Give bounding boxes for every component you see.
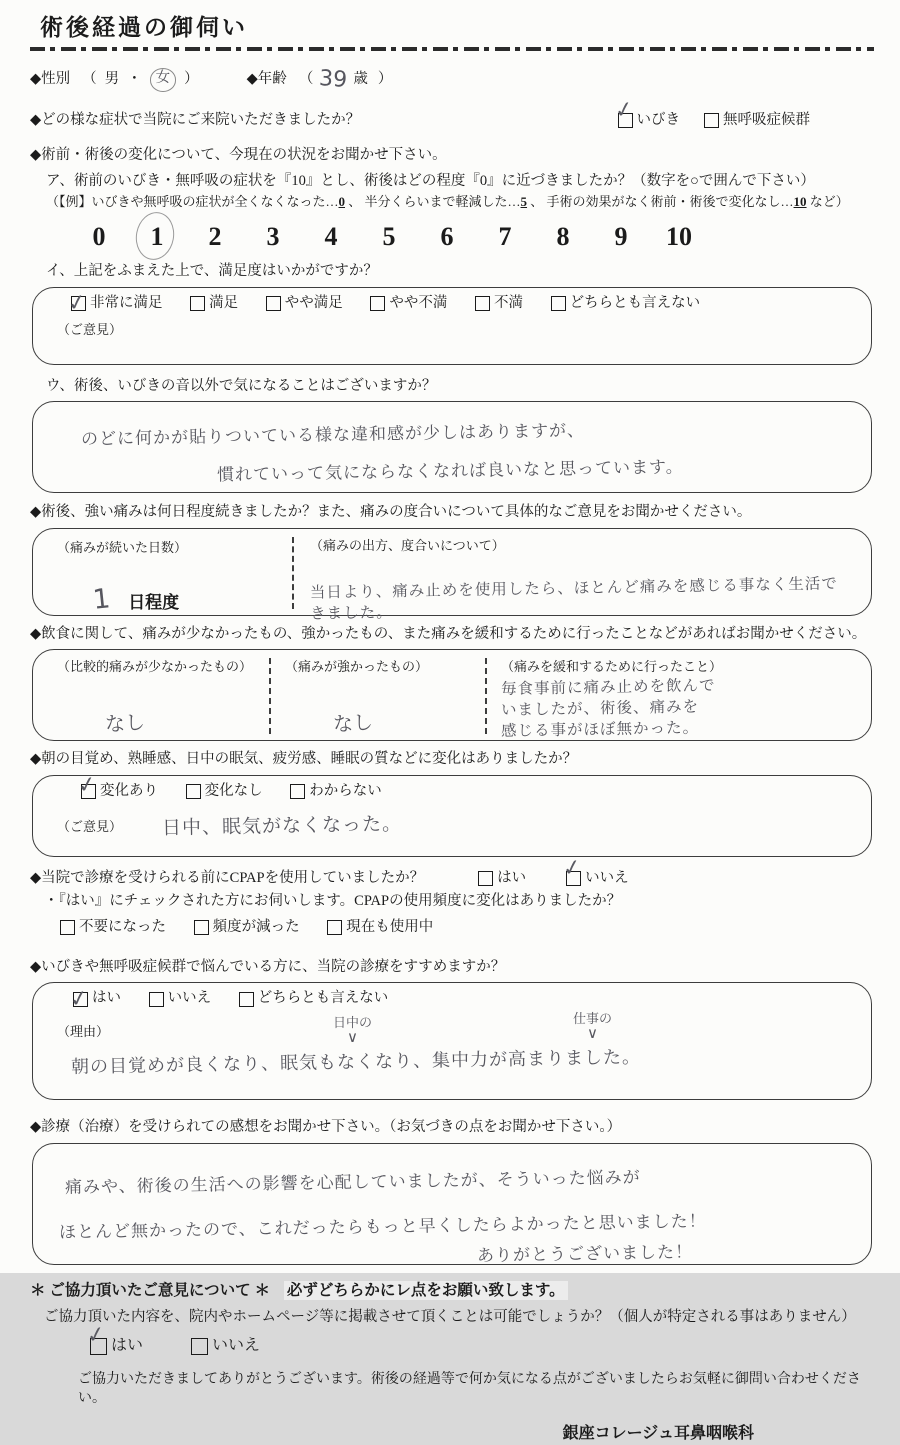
profile-row	[30, 65, 874, 95]
insertion-text: 日中の	[333, 1016, 373, 1032]
checkbox-label: はい	[92, 990, 121, 1007]
checkbox-label: いいえ	[585, 869, 629, 886]
pain-heading: ◆術後、強い痛みは何日程度続きましたか？また、痛みの度合いについて具体的なご意見をお聞かせください。	[30, 504, 752, 521]
cpap-question: ◆当院で診療を受けられる前にCPAPを使用していましたか？	[30, 869, 425, 886]
checkbox-label: 不満	[494, 294, 523, 311]
pain-box	[32, 528, 872, 623]
score-1-label: 1	[150, 221, 164, 251]
checkbox-square	[612, 96, 635, 128]
checkbox-label: どちらとも言えない	[257, 990, 389, 1007]
cpap-row	[30, 854, 874, 889]
sleep-comment-handwritten: 日中、眠気がなくなった。	[161, 812, 403, 839]
symptom-question: ◆どの様な症状で当院にご来院いただきましたか？	[30, 111, 361, 128]
pain-days-label: （痛みが続いた日数）	[57, 539, 188, 555]
impressions-question: ◆診療（治療）を受けられての感想をお聞かせ下さい。（お気づきの点をお聞かせ下さい。）	[30, 1119, 622, 1136]
pain-days-value-handwritten: 1	[91, 583, 112, 617]
change-sub-a: ア、術前のいびき・無呼吸の症状を『10』とし、術後はどの程度『0』に近づきましたか？（数字を○で囲んで下さい）	[46, 172, 815, 189]
pain-detail-label: （痛みの出方、度合いについて）	[310, 537, 505, 553]
checkbox-square	[186, 784, 201, 799]
checkmark-icon: ✓	[84, 1321, 108, 1350]
insertion-text: 仕事の	[573, 1012, 613, 1028]
checkbox-fuyou[interactable]	[60, 918, 166, 938]
checkmark-icon: ✓	[67, 985, 91, 1014]
impressions-thanks-handwritten: ありがとうございました！	[476, 1242, 694, 1267]
sleep-comment-label: （ご意見）	[57, 818, 123, 834]
checkbox-mukokyuu[interactable]	[704, 111, 810, 131]
checkbox-square	[478, 871, 493, 886]
eating-more-pain-label: （痛みが強かったもの）	[285, 659, 429, 675]
checkmark-icon: ✓	[65, 289, 89, 318]
gender-label: ◆性別	[30, 71, 71, 88]
checkbox-label: はい	[111, 1337, 144, 1355]
age-value-handwritten: 39	[318, 66, 349, 93]
checkbox-wakaranai[interactable]	[290, 782, 382, 802]
gender-option-female-circled: 女	[150, 68, 177, 92]
score-scale	[70, 219, 874, 254]
score-2[interactable]: 2	[208, 221, 222, 251]
checkmark-icon: ✓	[612, 96, 635, 125]
checkbox-label: わからない	[309, 782, 382, 799]
checkbox-square	[327, 920, 342, 935]
checkbox-square	[704, 113, 719, 128]
page-title: 術後経過の御伺い	[40, 15, 248, 40]
eating-less-pain-label: （比較的痛みが少なかったもの）	[57, 659, 253, 675]
checkbox-square	[149, 992, 164, 1007]
eating-less-pain-column	[57, 658, 269, 737]
checkbox-square	[551, 296, 566, 311]
paren: ）	[184, 71, 199, 88]
checkbox-label: 現在も使用中	[346, 919, 434, 935]
checkbox-square	[75, 771, 99, 800]
checkbox-square	[191, 1338, 208, 1355]
eating-more-pain-answer: なし	[332, 709, 374, 737]
score-4[interactable]: 4	[324, 221, 338, 251]
score-0[interactable]: 0	[92, 221, 106, 251]
checkbox-henka-ari[interactable]	[75, 771, 158, 802]
eating-less-pain-answer: なし	[104, 709, 146, 737]
score-9[interactable]: 9	[614, 221, 628, 251]
insertion-shigoto	[573, 1013, 612, 1041]
reason-label: （理由）	[57, 1024, 110, 1040]
eating-relief-label: （痛みを緩和するために行ったこと）	[501, 659, 723, 675]
concerns-question: ウ、術後、いびきの音以外で気になることはございますか？	[46, 377, 437, 394]
consent-header	[30, 1281, 874, 1302]
checkbox-square	[190, 296, 205, 311]
change-heading: ◆術前・術後の変化について、今現在の状況をお聞かせ下さい。	[30, 147, 447, 164]
checkbox-dochira-tomo[interactable]	[551, 294, 701, 314]
cpap-followup-question: ・『はい』にチェックされた方にお伺いします。CPAPの使用頻度に変化はありましたか？	[44, 893, 622, 910]
consent-options	[84, 1321, 874, 1361]
checkbox-recommend-iie[interactable]	[149, 989, 212, 1009]
checkbox-square	[60, 920, 75, 935]
score-6[interactable]: 6	[440, 221, 454, 251]
pain-detail-column	[292, 537, 847, 623]
recommend-reason-handwritten: 朝の目覚めが良くなり、眠気もなくなり、集中力が高まりました。	[70, 1046, 642, 1078]
example-part: （【例】いびきや無呼吸の症状が全くなくなった…	[46, 194, 339, 210]
example-score-10: 10	[793, 194, 807, 210]
concerns-box	[32, 401, 872, 493]
checkbox-label: 変化なし	[204, 782, 263, 799]
impressions-box	[32, 1143, 872, 1265]
consent-header-bold: 必ずどちらかにレ点をお願い致します。	[284, 1281, 568, 1300]
concerns-answer-line2: 慣れていって気にならなくなれば良いなと思っています。	[216, 457, 684, 486]
score-3[interactable]: 3	[266, 221, 280, 251]
checkbox-square	[560, 854, 584, 886]
checkbox-manzoku[interactable]	[190, 294, 238, 314]
consent-thanks: ご協力いただきましてありがとうございます。術後の経過等で何か気になる点がございましたらお気軽に御問い合わせください。	[78, 1372, 861, 1407]
insertion-nichuu	[333, 1017, 372, 1045]
age-unit: 歳	[353, 71, 368, 88]
checkbox-square	[290, 784, 305, 799]
insertion-caret-icon: ∨	[347, 1028, 358, 1047]
insertion-caret-icon: ∨	[587, 1024, 598, 1043]
checkbox-square	[475, 296, 490, 311]
paren: （	[82, 71, 97, 88]
example-part: 、 手術の効果がなく術前・術後で変化なし…	[527, 194, 794, 210]
checkbox-henka-nashi[interactable]	[186, 782, 263, 802]
checkbox-label: 頻度が減った	[212, 919, 300, 935]
symptom-row	[30, 96, 874, 131]
checkbox-square	[65, 289, 89, 318]
checkbox-label: やや不満	[389, 294, 448, 311]
paren: （	[298, 71, 314, 88]
eating-relief-line1: 毎食事前に痛み止めを飲んで	[500, 676, 716, 698]
sleep-box	[32, 771, 872, 857]
eating-heading: ◆飲食に関して、痛みが少なかったもの、強かったもの、また痛みを緩和するために行ったことなどがあればお聞かせください。	[30, 625, 867, 642]
comment-label: （ご意見）	[57, 322, 123, 338]
pain-days-column	[57, 537, 292, 617]
consent-question: ご協力頂いた内容を、院内やホームページ等に掲載させて頂くことは可能でしょうか？（個人が特定される事はありません）	[44, 1308, 856, 1325]
gender-separator: ・	[127, 71, 142, 88]
checkbox-yaya-manzoku[interactable]	[266, 294, 343, 314]
checkbox-label: どちらとも言えない	[569, 294, 701, 311]
checkbox-label: 変化あり	[100, 782, 158, 799]
impressions-line2: ほとんど無かったので、これだったらもっと早くしたらよかったと思いました！	[58, 1211, 707, 1243]
checkbox-label: 不要になった	[79, 919, 166, 935]
checkbox-cpap-hai[interactable]	[478, 869, 526, 889]
checkbox-consent-hai[interactable]	[84, 1321, 144, 1357]
checkbox-label: 満足	[209, 294, 239, 311]
eating-relief-column	[485, 658, 847, 740]
change-example	[46, 193, 874, 211]
checkbox-square	[370, 296, 385, 311]
score-8[interactable]: 8	[556, 221, 570, 251]
checkbox-square	[239, 992, 254, 1007]
checkbox-cpap-iie[interactable]	[560, 854, 629, 889]
checkbox-square	[67, 985, 91, 1014]
eating-relief-line3: 感じる事がほぼ無かった。	[500, 718, 700, 740]
example-part: 、 半分くらいまで軽減した…	[345, 194, 521, 210]
sleep-heading: ◆朝の目覚め、熟睡感、日中の眠気、疲労感、睡眠の質などに変化はありましたか？	[30, 751, 578, 768]
checkbox-ibiki[interactable]	[612, 96, 681, 131]
cpap-followup-options	[60, 918, 874, 942]
score-1-selected[interactable]	[128, 219, 186, 254]
recommend-question: ◆いびきや無呼吸症候群で悩んでいる方に、当院の診療をすすめますか？	[30, 958, 506, 975]
score-7[interactable]: 7	[498, 221, 512, 251]
clinic-name: 銀座コレージュ耳鼻咽喉科	[562, 1425, 754, 1443]
gender-option-male: 男	[104, 71, 120, 88]
impressions-line1: 痛みや、術後の生活への影響を心配していましたが、そういった悩みが	[64, 1167, 641, 1198]
age-label: ◆年齢	[246, 71, 287, 88]
checkbox-genzai-shiyou[interactable]	[327, 918, 433, 938]
checkbox-square	[266, 296, 281, 311]
checkbox-label: はい	[497, 869, 527, 886]
checkbox-consent-iie[interactable]	[191, 1335, 260, 1357]
score-10[interactable]: 10	[666, 221, 692, 251]
checkbox-label: いいえ	[167, 990, 212, 1007]
checkbox-square	[84, 1321, 108, 1355]
checkbox-recommend-hai[interactable]	[67, 985, 121, 1014]
checkbox-yaya-fuman[interactable]	[370, 294, 447, 314]
example-score-0: 0	[338, 194, 346, 210]
checkbox-label: やや満足	[284, 294, 343, 311]
checkbox-recommend-dochira[interactable]	[239, 989, 389, 1009]
paren: ）	[377, 71, 393, 88]
selected-score-circle	[132, 209, 178, 263]
eating-relief-line2: いましたが、術後、痛みを	[500, 697, 700, 719]
checkbox-fuman[interactable]	[475, 294, 523, 314]
score-5[interactable]: 5	[382, 221, 396, 251]
example-score-5: 5	[520, 194, 528, 210]
pain-days-unit: 日程度	[128, 593, 180, 613]
recommend-box	[32, 982, 872, 1100]
satisfaction-question: イ、上記をふまえた上で、満足度はいかがですか？	[46, 263, 378, 280]
satisfaction-box	[32, 287, 872, 365]
checkbox-square	[194, 920, 209, 935]
checkbox-hijouni-manzoku[interactable]	[65, 289, 163, 318]
eating-box	[32, 649, 872, 741]
pain-detail-handwritten: 当日より、痛み止めを使用したら、ほとんど痛みを感じる事なく生活できました。	[309, 574, 838, 623]
checkbox-label: いいえ	[212, 1337, 261, 1355]
eating-more-pain-column	[269, 658, 485, 737]
example-part: など）	[806, 194, 849, 210]
checkmark-icon: ✓	[560, 854, 584, 883]
consent-header-normal: ＊ ご協力頂いたご意見について ＊	[30, 1281, 270, 1299]
checkbox-label: 非常に満足	[90, 294, 163, 311]
checkmark-icon: ✓	[75, 771, 99, 800]
checkbox-label: 無呼吸症候群	[723, 111, 810, 128]
concerns-answer-line1: のどに何かが貼りついている様な違和感が少しはありますが、	[80, 421, 586, 450]
checkbox-label: いびき	[636, 111, 680, 128]
checkbox-hindo-hetta[interactable]	[194, 918, 300, 938]
title-divider	[30, 47, 874, 51]
